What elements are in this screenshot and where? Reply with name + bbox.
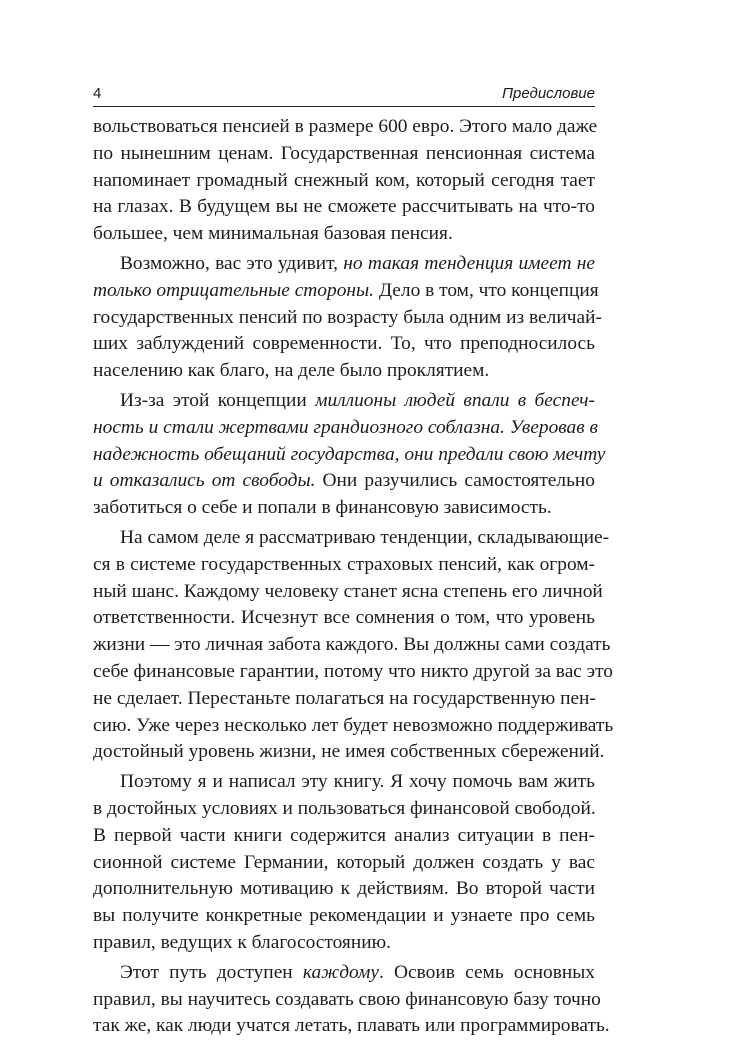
text-line <box>93 331 595 358</box>
text-line <box>93 713 614 740</box>
text-run: На самом деле я рассматриваю тенденции, складывающие- <box>120 526 610 548</box>
italic-text: надежность обещаний государства, они предали свою мечту <box>93 443 606 465</box>
text-line <box>93 823 595 850</box>
body-text <box>93 114 614 1040</box>
text-line <box>93 114 598 141</box>
text-run: ответственности. Исчезнут все сомнения о том, что уровень <box>93 607 595 629</box>
page-number: 4 <box>93 85 102 102</box>
paragraph <box>93 388 606 522</box>
text-line <box>93 388 595 415</box>
text-run: вольствоваться пенсией в размере 600 евро. Этого мало даже <box>93 116 598 137</box>
text-run: достойный уровень жизни, не имея собственных сбережений. <box>93 741 605 763</box>
text-line <box>93 605 595 632</box>
text-run: себе финансовые гарантии, потому что никто другой за вас это <box>93 660 613 682</box>
text-run: В первой части книги содержится анализ ситуации в пен- <box>93 824 595 846</box>
text-run: в достойных условиях и пользоваться финансовой свободой. <box>93 797 596 819</box>
text-run: Поэтому я и написал эту книгу. Я хочу помочь вам жить <box>120 771 595 793</box>
italic-text: каждому <box>302 961 379 983</box>
running-head: Предисловие <box>502 85 595 102</box>
text-line <box>93 876 595 903</box>
text-run: дополнительную мотивацию к действиям. Во второй части <box>93 878 595 900</box>
italic-text: ность и стали жертвами грандиозного соблазна. Уверовав в <box>93 416 598 438</box>
text-run: сию. Уже через несколько лет будет невозможно поддерживать <box>93 714 614 736</box>
text-line <box>93 141 595 168</box>
text-run: . Освоив семь основных <box>378 961 595 983</box>
text-line <box>93 221 595 248</box>
text-run: Они разучились самостоятельно <box>315 470 595 492</box>
text-line <box>93 659 613 686</box>
text-run: жизни — это личная забота каждого. Вы должны сами создать <box>93 634 611 656</box>
text-run: Этот путь доступен <box>120 961 303 983</box>
text-line <box>93 903 595 930</box>
text-run: не сделает. Перестаньте полагаться на государственную пен- <box>93 687 596 709</box>
text-run: вы получите конкретные рекомендации и узнаете про семь <box>93 905 595 927</box>
text-run: по нынешним ценам. Государственная пенсионная система <box>93 142 595 164</box>
text-run: населению как благо, на деле было проклятием. <box>93 360 490 382</box>
text-line <box>93 960 595 987</box>
text-line <box>93 194 595 221</box>
text-run: Возможно, вас это удивит, <box>120 252 344 274</box>
text-line <box>93 1013 610 1040</box>
text-run: напоминает громадный снежный ком, который сегодня тает <box>93 169 595 191</box>
text-line <box>93 632 611 659</box>
paragraph <box>93 251 602 385</box>
text-run: правил, ведущих к благосостоянию. <box>93 931 391 953</box>
italic-text: и отказались от свободы. <box>93 470 316 492</box>
italic-text: миллионы людей впали в беспеч- <box>315 389 596 411</box>
text-line <box>93 769 595 796</box>
text-run: большее, чем минимальная базовая пенсия. <box>93 223 453 245</box>
text-line <box>93 850 595 877</box>
text-run: Из-за этой концепции <box>120 389 316 411</box>
text-run: сионной системе Германии, который должен создать у вас <box>93 851 595 873</box>
text-line <box>93 468 595 495</box>
text-run: Дело в том, что концепция <box>374 279 599 301</box>
text-line <box>93 278 599 305</box>
text-line <box>93 415 598 442</box>
paragraph <box>93 114 598 248</box>
text-line <box>93 739 605 766</box>
text-line <box>93 796 595 823</box>
text-line <box>93 168 595 195</box>
text-line <box>93 686 595 713</box>
text-run: на глазах. В будущем вы не сможете рассчитывать на что-то <box>93 196 595 218</box>
paragraph <box>93 525 614 766</box>
text-run: заботиться о себе и попали в финансовую зависимость. <box>93 497 552 519</box>
text-line <box>93 358 595 385</box>
page-header <box>93 84 595 107</box>
text-line <box>93 495 595 522</box>
text-line <box>93 552 595 579</box>
text-line <box>93 305 602 332</box>
text-run: ся в системе государственных страховых пенсий, как огром- <box>93 553 595 575</box>
text-run: так же, как люди учатся летать, плавать или программировать. <box>93 1015 610 1037</box>
text-run: ших заблуждений современности. То, что преподносилось <box>93 333 595 355</box>
text-run: государственных пенсий по возрасту была одним из величай- <box>93 306 602 328</box>
text-line <box>93 251 595 278</box>
text-run: ный шанс. Каждому человеку станет ясна степень его личной <box>93 580 603 602</box>
text-line <box>93 930 595 957</box>
paragraph <box>93 769 595 957</box>
italic-text: только отрицательные стороны. <box>93 279 374 301</box>
text-line <box>93 442 606 469</box>
text-line <box>93 579 603 606</box>
italic-text: но такая тенденция имеет не <box>343 252 595 274</box>
text-line <box>93 525 610 552</box>
text-run: правил, вы научитесь создавать свою финансовую базу точно <box>93 988 601 1010</box>
